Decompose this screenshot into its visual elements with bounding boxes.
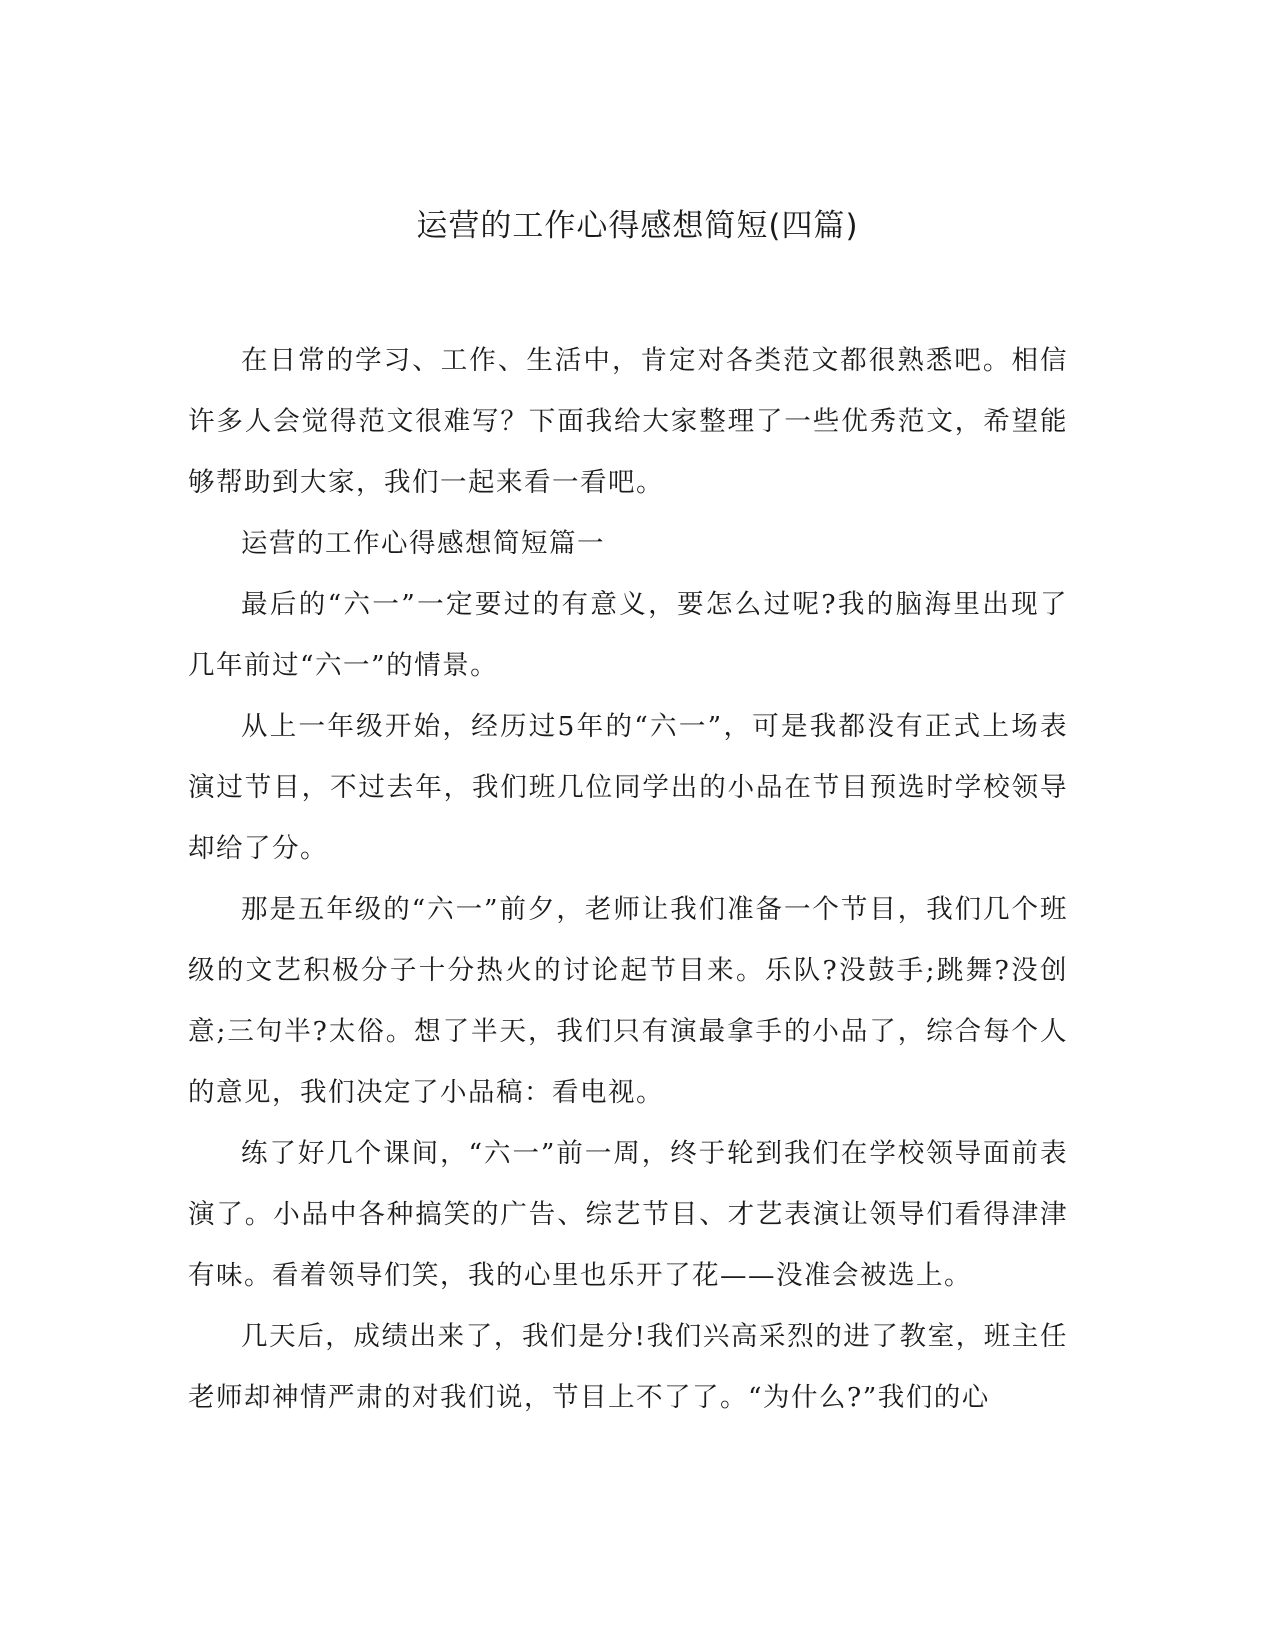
paragraph: 从上一年级开始，经历过5年的“六一”，可是我都没有正式上场表演过节目，不过去年，我们班几位同学出的小品在节目预选时学校领导却给了分。 — [188, 711, 1068, 864]
paragraph: 最后的“六一”一定要过的有意义，要怎么过呢?我的脑海里出现了几年前过“六一”的情景。 — [188, 589, 1068, 681]
paragraph: 练了好几个课间，“六一”前一周，终于轮到我们在学校领导面前表演了。小品中各种搞笑的广告、综艺节目、才艺表演让领导们看得津津有味。看着领导们笑，我的心里也乐开了花——没准会被选上。 — [188, 1138, 1068, 1291]
paragraph: 那是五年级的“六一”前夕，老师让我们准备一个节目，我们几个班级的文艺积极分子十分热火的讨论起节目来。乐队?没鼓手;跳舞?没创意;三句半?太俗。想了半天，我们只有演最拿手的小品了，综合每个人的意见，我们决定了小品稿：看电视。 — [188, 894, 1068, 1108]
document-body — [188, 330, 1068, 1428]
paragraph-intro: 在日常的学习、工作、生活中，肯定对各类范文都很熟悉吧。相信许多人会觉得范文很难写？下面我给大家整理了一些优秀范文，希望能够帮助到大家，我们一起来看一看吧。 — [188, 345, 1068, 498]
section-heading: 运营的工作心得感想简短篇一 — [241, 528, 605, 559]
paragraph: 几天后，成绩出来了，我们是分!我们兴高采烈的进了教室，班主任老师却神情严肃的对我们说，节目上不了了。“为什么?”我们的心 — [188, 1321, 1068, 1413]
document-title: 运营的工作心得感想简短(四篇) — [416, 208, 859, 244]
